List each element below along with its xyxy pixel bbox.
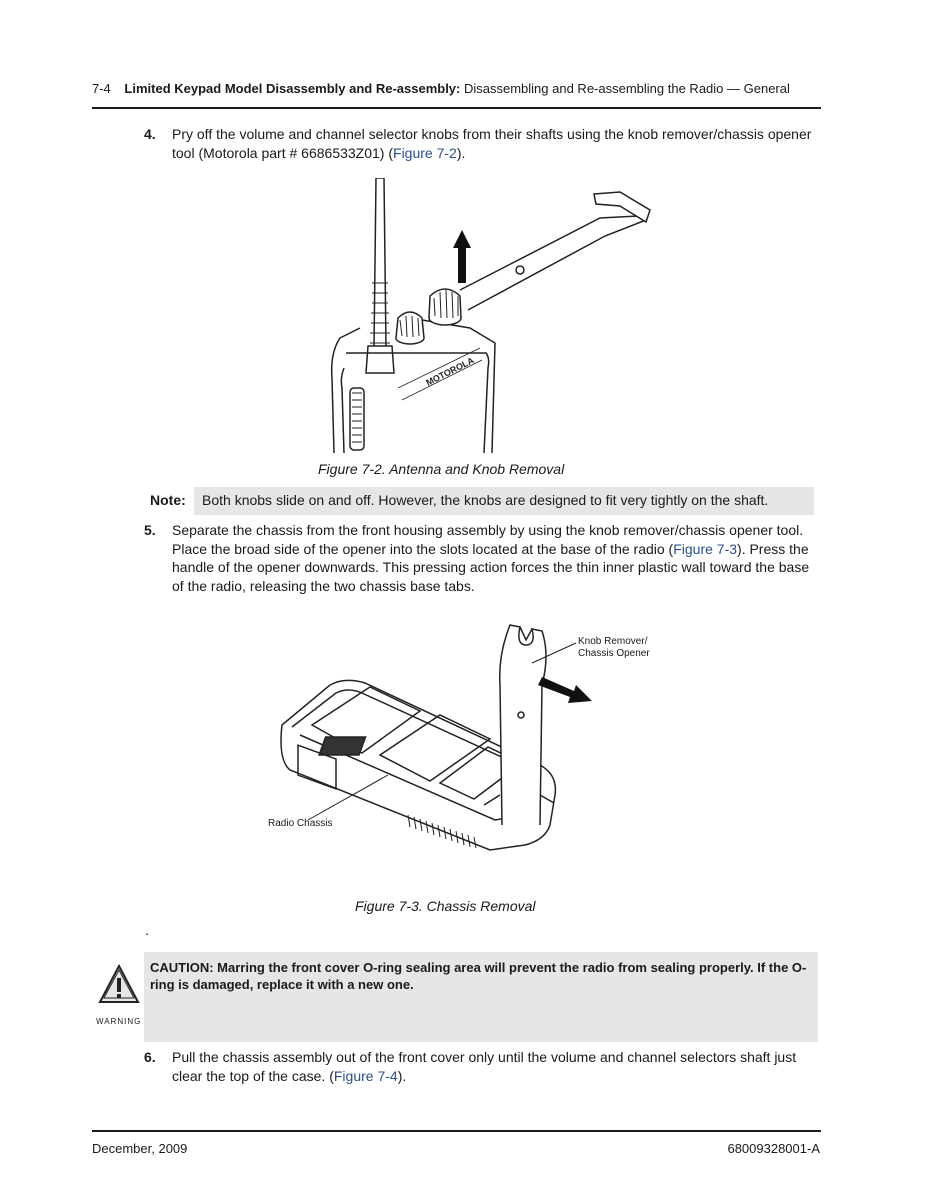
step-text bbox=[172, 1048, 824, 1085]
page-number: 7-4 bbox=[92, 81, 111, 96]
figure-7-2-caption: Figure 7-2. Antenna and Knob Removal bbox=[318, 461, 565, 477]
step-number: 4. bbox=[144, 126, 156, 142]
note-block bbox=[144, 487, 824, 515]
page-header bbox=[92, 81, 820, 96]
step-tail: ). bbox=[397, 1067, 407, 1084]
warning-label: WARNING bbox=[96, 1017, 142, 1026]
header-rule bbox=[92, 107, 821, 109]
caution-box bbox=[144, 952, 818, 1042]
step-body: Pull the chassis assembly out of the front cover only until the volume and channel selectors shaft just clear the top of the case. ( bbox=[172, 1049, 797, 1084]
step-number: 6. bbox=[144, 1049, 156, 1065]
note-box bbox=[194, 487, 814, 515]
step-tail: ). bbox=[456, 144, 466, 161]
label-tool-line1: Knob Remover/ bbox=[578, 636, 648, 647]
step-tail: ). Press the handle of the opener downwards. This pressing action forces the thin inner plastic wall toward the base of the radio, releasing the two chassis base tabs. bbox=[172, 540, 810, 594]
header-title-rest: Disassembling and Re-assembling the Radio — General bbox=[463, 81, 790, 96]
figure-link[interactable]: Figure 7-4 bbox=[333, 1067, 398, 1084]
figure-antenna-knob-illustration bbox=[320, 178, 660, 458]
motorola-logo-text: MOTOROLA bbox=[424, 355, 476, 388]
stray-dot: . bbox=[145, 922, 149, 938]
step-text bbox=[172, 521, 824, 595]
figure-link[interactable]: Figure 7-2 bbox=[393, 144, 457, 161]
footer-date: December, 2009 bbox=[92, 1141, 188, 1156]
label-radio-chassis: Radio Chassis bbox=[268, 818, 333, 829]
warning-triangle-icon bbox=[96, 962, 142, 1008]
step-5 bbox=[144, 521, 824, 595]
step-body: Separate the chassis from the front housing assembly by using the knob remover/chassis opener tool. Place the broad side of the opener into the slots located at the base of the radio ( bbox=[172, 522, 804, 557]
footer-rule bbox=[92, 1130, 821, 1132]
figure-link[interactable]: Figure 7-3 bbox=[673, 540, 738, 557]
note-label: Note: bbox=[150, 492, 186, 508]
label-knob-remover bbox=[578, 636, 650, 660]
step-text bbox=[172, 125, 824, 162]
step-body: Pry off the volume and channel selector knobs from their shafts using the knob remover/chassis opener tool (Motorola part # 6686533Z01) ( bbox=[172, 126, 812, 161]
label-tool-line2: Chassis Opener bbox=[578, 648, 650, 659]
note-text: Both knobs slide on and off. However, the knobs are designed to fit very tightly on the shaft. bbox=[202, 492, 769, 508]
header-title-bold: Limited Keypad Model Disassembly and Re-assembly: bbox=[124, 81, 461, 96]
footer-doc-number: 68009328001-A bbox=[727, 1141, 820, 1156]
step-6 bbox=[144, 1048, 824, 1085]
figure-7-3-caption: Figure 7-3. Chassis Removal bbox=[355, 898, 536, 914]
warning-icon bbox=[96, 962, 142, 1024]
step-4 bbox=[144, 125, 824, 162]
caution-text: CAUTION: Marring the front cover O-ring sealing area will prevent the radio from sealing properly. If the O-ring is damaged, replace it with a new one. bbox=[150, 960, 807, 992]
step-number: 5. bbox=[144, 522, 156, 538]
